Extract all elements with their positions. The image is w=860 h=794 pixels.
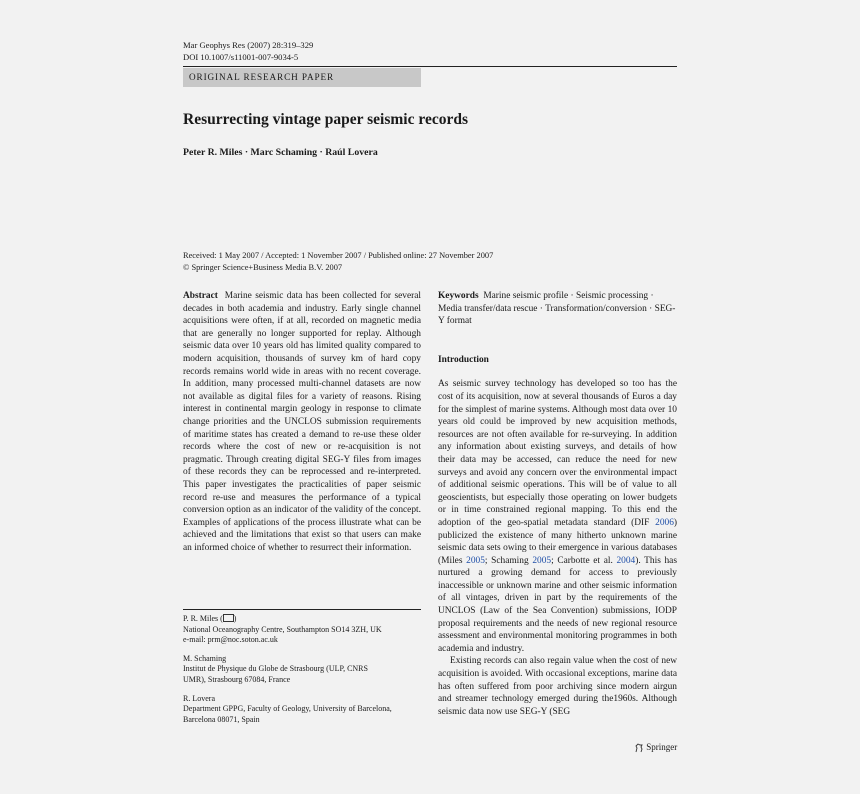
- affiliation-rule: [183, 609, 421, 610]
- right-column: [438, 290, 677, 718]
- affiliation-line: Barcelona 08071, Spain: [183, 714, 260, 724]
- publication-dates: [183, 250, 493, 273]
- header-rule: [183, 66, 677, 67]
- affiliation-miles: [183, 614, 421, 646]
- envelope-icon: [223, 614, 234, 622]
- publisher-name: Springer: [646, 742, 678, 752]
- intro-text: As seismic survey technology has developed so too has the cost of its acquisition, now at several thousands of Euros a day for the simplest of marine systems. Although most data over 10 years old could be improved by new acquisition methods, resources are not often available for re-surveying. In addition any information about existing surveys, and details of how their data may be accessed, can reduce the need for new surveys and avoid any concern over the environmental impact of additional seismic operations. This will be of value to all geoscientists, but especially those operating on lower budgets or in time constrained regional mapping. To this end the adoption of the geo-spatial metadata standard (DIF: [438, 379, 677, 528]
- affiliation-line: UMR), Strasbourg 67084, France: [183, 674, 291, 684]
- journal-line-1: Mar Geophys Res (2007) 28:319–329: [183, 40, 314, 50]
- citation-link[interactable]: 2004: [616, 555, 636, 566]
- intro-text: ). This has nurtured a growing demand for access to previously inaccessible or unknown marine and other seismic information of all vintages, driven in part by the requirements of the UNCLOS (Law of the Sea Convention) submissions, IODP proposal requirements and the needs of new regional resource assessment and environmental monitoring programmes in both academia and industry.: [438, 555, 677, 654]
- intro-text: ) publicized the existence of many hitherto unknown marine seismic data sets owing to their emergence in various databases (Miles: [438, 517, 677, 566]
- citation-link[interactable]: 2006: [655, 517, 674, 528]
- doi-line: DOI 10.1007/s11001-007-9034-5: [183, 52, 299, 62]
- affiliation-author-name: P. R. Miles (: [183, 614, 223, 623]
- introduction-paragraph-1: [438, 378, 677, 655]
- abstract-column: [183, 290, 421, 554]
- citation-link[interactable]: 2005: [466, 555, 485, 566]
- affiliation-line: Institut de Physique du Globe de Strasbourg (ULP, CNRS: [183, 664, 368, 674]
- introduction-paragraph-2: Existing records can also regain value when the cost of new acquisition is avoided. With occasional exceptions, marine data has often suffered from poor archiving since modern airgun and streamer technology emerged during the1960s. Although seismic data now use SEG-Y (SEG: [438, 656, 677, 717]
- intro-text: ; Carbotte et al.: [551, 555, 617, 566]
- received-accepted-line: Received: 1 May 2007 / Accepted: 1 November 2007 / Published online: 27 November 2007: [183, 251, 494, 260]
- affiliations: [183, 614, 421, 733]
- springer-horse-icon: [634, 743, 644, 753]
- keywords-text: Marine seismic profile · Seismic processing · Media transfer/data rescue · Transformation/conversion · SEG-Y format: [438, 291, 676, 327]
- keywords-paragraph: [438, 290, 677, 328]
- paper-title: Resurrecting vintage paper seismic records: [183, 111, 468, 128]
- intro-text: ; Schaming: [484, 555, 533, 566]
- affiliation-line: National Oceanography Centre, Southampton SO14 3ZH, UK: [183, 624, 382, 634]
- abstract-label: Abstract: [183, 291, 218, 301]
- affiliation-name-tail: ): [233, 614, 237, 623]
- affiliation-email[interactable]: e-mail: prm@noc.soton.ac.uk: [183, 635, 278, 645]
- journal-citation: [183, 39, 313, 63]
- affiliation-line: Department GPPG, Faculty of Geology, University of Barcelona,: [183, 704, 392, 714]
- introduction-heading: Introduction: [438, 354, 489, 365]
- keywords-label: Keywords: [438, 291, 479, 301]
- article-category-band: ORIGINAL RESEARCH PAPER: [183, 68, 421, 87]
- publisher-footer: [634, 742, 677, 753]
- author-list: Peter R. Miles · Marc Schaming · Raúl Lovera: [183, 147, 378, 158]
- copyright-line: © Springer Science+Business Media B.V. 2007: [183, 262, 343, 272]
- affiliation-author-name: M. Schaming: [183, 653, 227, 663]
- abstract-paragraph: [183, 290, 421, 554]
- citation-link[interactable]: 2005: [532, 555, 552, 566]
- abstract-text: Marine seismic data has been collected for several decades in both academia and industry. Early single channel acquisitions were often, if at all, recorded on magnetic media that are generally no longer supported for replay. Although seismic data over 10 years old has limited quality compared to modern acquisition, thousands of survey km of hard copy records remains world wide in areas with no recent coverage. In addition, many processed multi-channel datasets are now not available as digital files for a variety of reasons. Rising interest in continental margin geology in response to climate change priorities and the UNCLOS submission requirements of maritime states has created a demand to re-use these older records where the cost of new or re-acquisition is not pragmatic. Through creating digital SEG-Y files from images of these records they can be reprocessed and re-interpreted. This paper investigates the practicalities of paper seismic record re-use and measures the performance of a typical conversion option as an indicator of the validity of the concept. Examples of applications of the process illustrate what can be achieved and the limitations that exist so that users can make an informed choice of whether to resurrect their information.: [183, 291, 421, 553]
- affiliation-author-name: R. Lovera: [183, 693, 215, 703]
- affiliation-lovera: [183, 694, 421, 726]
- affiliation-schaming: [183, 654, 421, 686]
